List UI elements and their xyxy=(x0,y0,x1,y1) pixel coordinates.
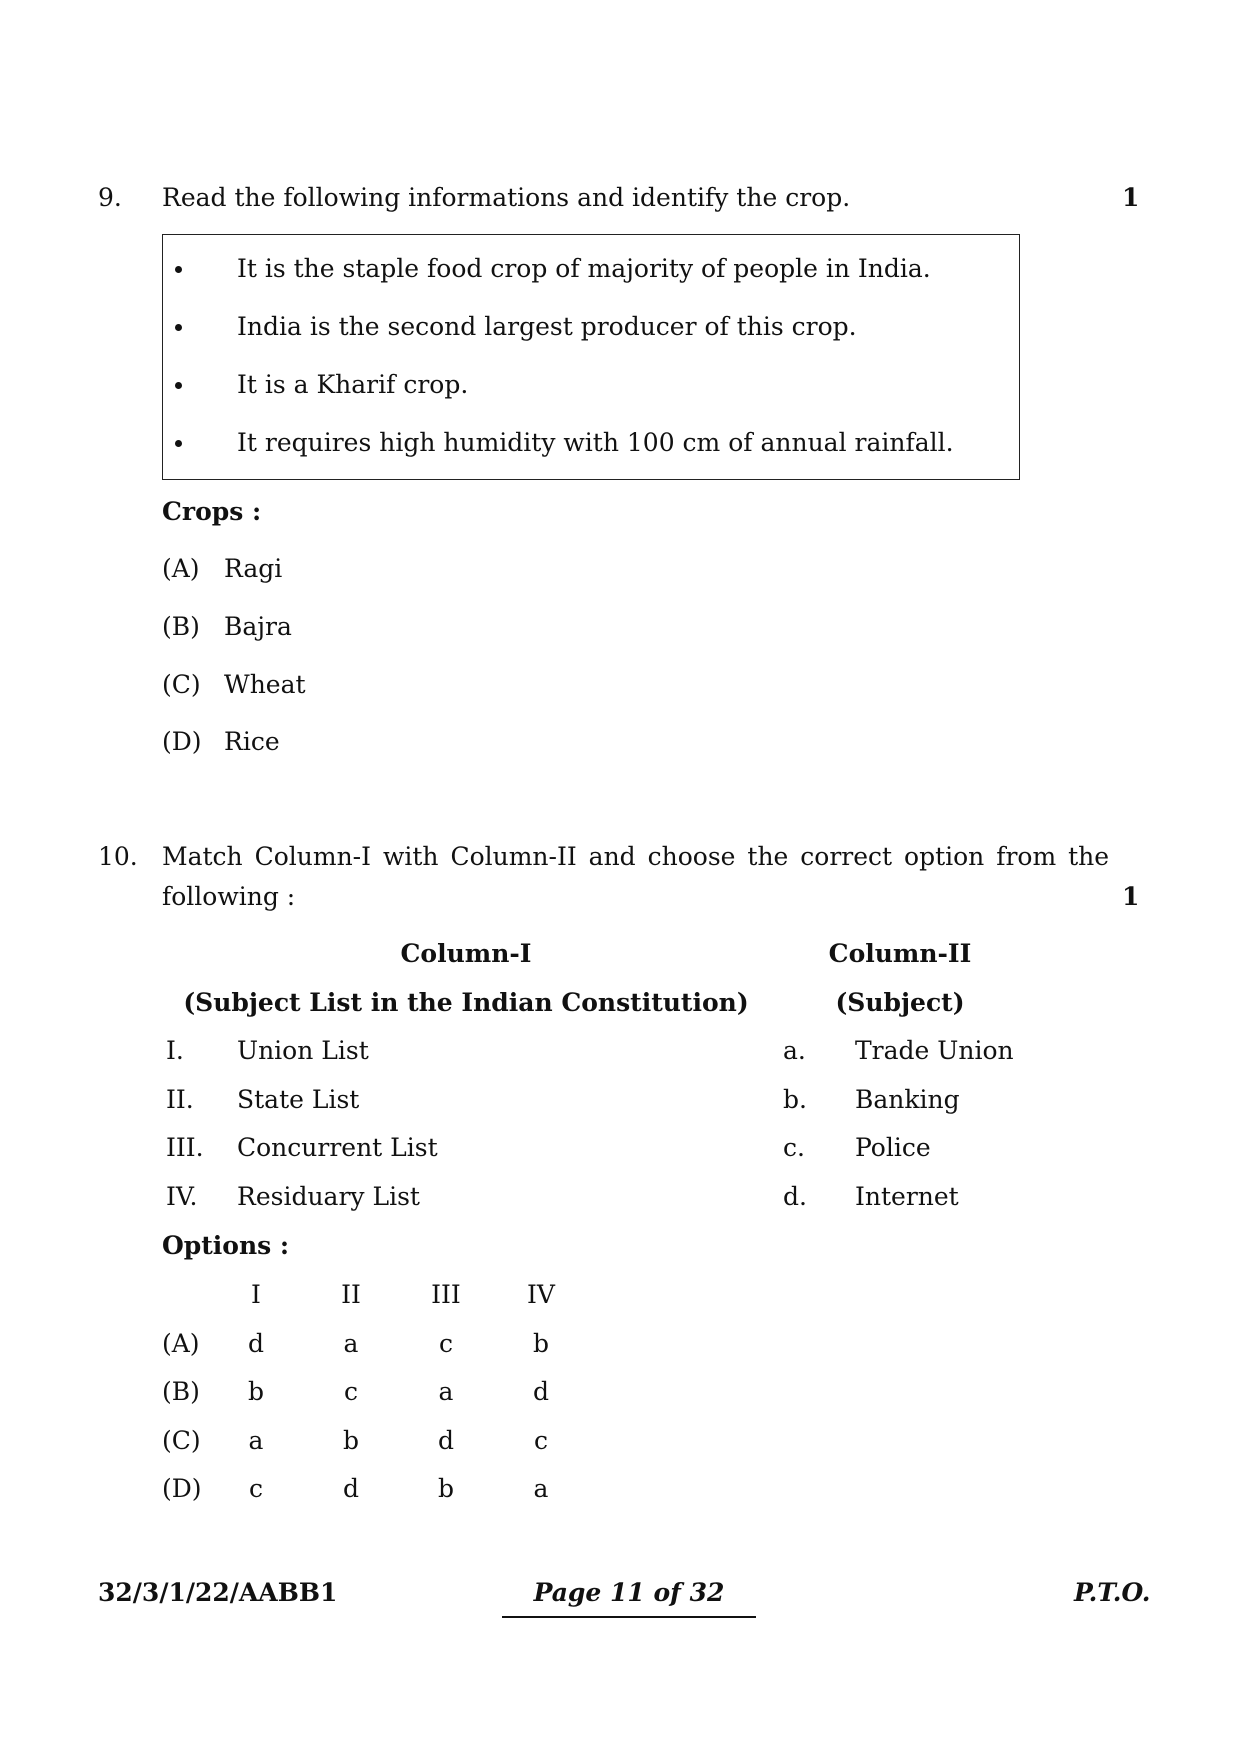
option-cell: b xyxy=(532,1329,549,1358)
col2-item-label: d. xyxy=(783,1182,807,1211)
option-cell: a xyxy=(438,1377,454,1406)
col1-item-label: IV. xyxy=(166,1182,198,1211)
col2-item-label: c. xyxy=(783,1133,805,1162)
options-header-cell: I xyxy=(251,1280,261,1309)
option-cell: c xyxy=(343,1377,358,1406)
option-label: (C) xyxy=(162,1426,201,1455)
option-cell: c xyxy=(533,1426,548,1455)
q9-option-text: Rice xyxy=(224,727,280,756)
option-cell: a xyxy=(533,1474,549,1503)
option-label: (A) xyxy=(162,1329,200,1358)
bullet-icon xyxy=(175,382,182,389)
q10-options-heading: Options : xyxy=(162,1231,290,1260)
col2-item-label: a. xyxy=(783,1036,806,1065)
bullet-icon xyxy=(175,440,182,447)
option-cell: a xyxy=(248,1426,264,1455)
option-cell: b xyxy=(342,1426,359,1455)
q9-text: Read the following informations and identify the crop. xyxy=(162,183,851,212)
q10-number: 10. xyxy=(98,842,138,871)
q9-option-text: Wheat xyxy=(224,670,306,699)
q9-bullet-3: It is a Kharif crop. xyxy=(237,370,469,399)
option-cell: b xyxy=(247,1377,264,1406)
q10-text-line2: following : xyxy=(162,882,296,911)
option-label: (D) xyxy=(162,1474,202,1503)
q10-text-line1: Match Column-I with Column-II and choose the correct option from the xyxy=(162,842,1110,871)
col2-item-text: Internet xyxy=(855,1182,959,1211)
bullet-icon xyxy=(175,266,182,273)
footer-page-number: Page 11 of 32 xyxy=(533,1578,725,1607)
q9-bullet-4: It requires high humidity with 100 cm of annual rainfall. xyxy=(237,428,954,457)
q9-marks: 1 xyxy=(1122,183,1140,212)
q10-marks: 1 xyxy=(1122,882,1140,911)
option-cell: d xyxy=(532,1377,549,1406)
options-header-cell: II xyxy=(341,1280,361,1309)
q9-number: 9. xyxy=(98,183,122,212)
col2-item-label: b. xyxy=(783,1085,807,1114)
q9-option-label: (D) xyxy=(162,727,202,756)
q9-option-label: (C) xyxy=(162,670,201,699)
options-header-cell: IV xyxy=(527,1280,555,1309)
col1-title: Column-I xyxy=(400,939,532,968)
col1-item-label: I. xyxy=(166,1036,184,1065)
col2-item-text: Trade Union xyxy=(855,1036,1014,1065)
q9-bullet-2: India is the second largest producer of this crop. xyxy=(237,312,857,341)
col1-subtitle: (Subject List in the Indian Constitution) xyxy=(183,988,749,1017)
q9-option-label: (B) xyxy=(162,612,200,641)
col1-item-text: Residuary List xyxy=(237,1182,420,1211)
col2-item-text: Police xyxy=(855,1133,931,1162)
bullet-icon xyxy=(175,324,182,331)
q9-option-text: Bajra xyxy=(224,612,292,641)
footer-underline xyxy=(502,1616,756,1618)
option-label: (B) xyxy=(162,1377,200,1406)
options-header-cell: III xyxy=(431,1280,461,1309)
option-cell: c xyxy=(438,1329,453,1358)
option-cell: c xyxy=(248,1474,263,1503)
option-cell: d xyxy=(342,1474,359,1503)
col2-title: Column-II xyxy=(828,939,972,968)
col2-subtitle: (Subject) xyxy=(835,988,965,1017)
q9-crops-heading: Crops : xyxy=(162,497,262,526)
q9-option-text: Ragi xyxy=(224,554,283,583)
option-cell: d xyxy=(437,1426,454,1455)
q9-option-label: (A) xyxy=(162,554,200,583)
col1-item-text: State List xyxy=(237,1085,360,1114)
col1-item-label: III. xyxy=(166,1133,204,1162)
col2-item-text: Banking xyxy=(855,1085,960,1114)
option-cell: b xyxy=(437,1474,454,1503)
option-cell: d xyxy=(247,1329,264,1358)
col1-item-text: Union List xyxy=(237,1036,369,1065)
option-cell: a xyxy=(343,1329,359,1358)
col1-item-text: Concurrent List xyxy=(237,1133,438,1162)
footer-pto: P.T.O. xyxy=(1074,1578,1151,1607)
q9-bullet-1: It is the staple food crop of majority of people in India. xyxy=(237,254,931,283)
col1-item-label: II. xyxy=(166,1085,194,1114)
footer-code: 32/3/1/22/AABB1 xyxy=(98,1578,338,1607)
